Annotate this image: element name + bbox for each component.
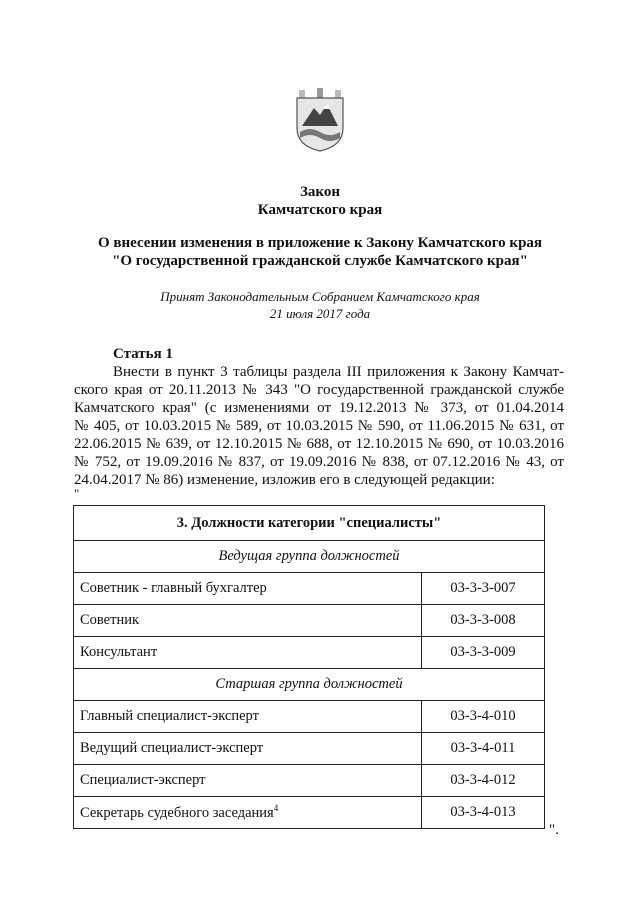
law-subject-line1: О внесении изменения в приложение к Закону Камчатского края bbox=[97, 235, 543, 251]
group-heading-leading: Ведущая группа должностей bbox=[74, 541, 545, 573]
quote-close: ". bbox=[549, 822, 559, 838]
article-line-last: 24.04.2017 № 86) изменение, изложив его в следующей редакции: bbox=[74, 472, 495, 488]
article-line: № 752, от 19.09.2016 № 837, от 19.09.2016 № 838, от 07.12.2016 № 43, от bbox=[74, 454, 564, 470]
article-line: Камчатского края" (с изменениями от 19.12.2013 № 373, от 01.04.2014 bbox=[74, 400, 564, 416]
table-row bbox=[74, 797, 545, 829]
table-row bbox=[74, 701, 545, 733]
footnote-marker: 4 bbox=[273, 803, 279, 814]
article-line: 22.06.2015 № 639, от 12.10.2015 № 688, от 12.10.2015 № 690, от 10.03.2016 bbox=[74, 436, 564, 452]
position-code: 03-3-3-007 bbox=[422, 573, 545, 605]
position-code: 03-3-3-008 bbox=[422, 605, 545, 637]
positions-table bbox=[73, 505, 545, 829]
article-line: Внести в пункт 3 таблицы раздела III приложения к Закону Камчат- bbox=[113, 364, 564, 380]
table-row bbox=[74, 765, 545, 797]
table-title: 3. Должности категории "специалисты" bbox=[74, 506, 545, 541]
position-name bbox=[74, 797, 422, 829]
position-code: 03-3-4-011 bbox=[422, 733, 545, 765]
position-name: Специалист-эксперт bbox=[74, 765, 422, 797]
law-title: Закон bbox=[299, 184, 340, 200]
article-line: № 405, от 10.03.2015 № 589, от 10.03.2015 № 590, от 11.06.2015 № 631, от bbox=[74, 418, 564, 434]
law-region: Камчатского края bbox=[257, 202, 383, 218]
position-name-text: Секретарь судебного заседания bbox=[80, 804, 274, 821]
article-line: ского края от 20.11.2013 № 343 "О государственной гражданской службе bbox=[74, 382, 564, 398]
position-code: 03-3-3-009 bbox=[422, 637, 545, 669]
position-name: Консультант bbox=[74, 637, 422, 669]
table-title-row bbox=[74, 506, 545, 541]
table-row bbox=[74, 637, 545, 669]
law-subject-line2: "О государственной гражданской службе Камчатского края" bbox=[112, 253, 528, 269]
position-name: Ведущий специалист-эксперт bbox=[74, 733, 422, 765]
table-row bbox=[74, 733, 545, 765]
quote-open: " bbox=[74, 486, 80, 501]
group-heading-senior: Старшая группа должностей bbox=[74, 669, 545, 701]
position-name: Главный специалист-эксперт bbox=[74, 701, 422, 733]
table-row bbox=[74, 605, 545, 637]
position-code: 03-3-4-012 bbox=[422, 765, 545, 797]
position-name: Советник bbox=[74, 605, 422, 637]
position-code: 03-3-4-010 bbox=[422, 701, 545, 733]
position-name: Советник - главный бухгалтер bbox=[74, 573, 422, 605]
table-row bbox=[74, 573, 545, 605]
kamchatka-coat-of-arms-icon bbox=[294, 88, 346, 152]
adopted-date: 21 июля 2017 года bbox=[269, 306, 371, 321]
group-row bbox=[74, 669, 545, 701]
position-code: 03-3-4-013 bbox=[422, 797, 545, 829]
article-heading: Статья 1 bbox=[113, 346, 173, 362]
adopted-line1: Принят Законодательным Собранием Камчатского края bbox=[160, 289, 480, 304]
group-row bbox=[74, 541, 545, 573]
